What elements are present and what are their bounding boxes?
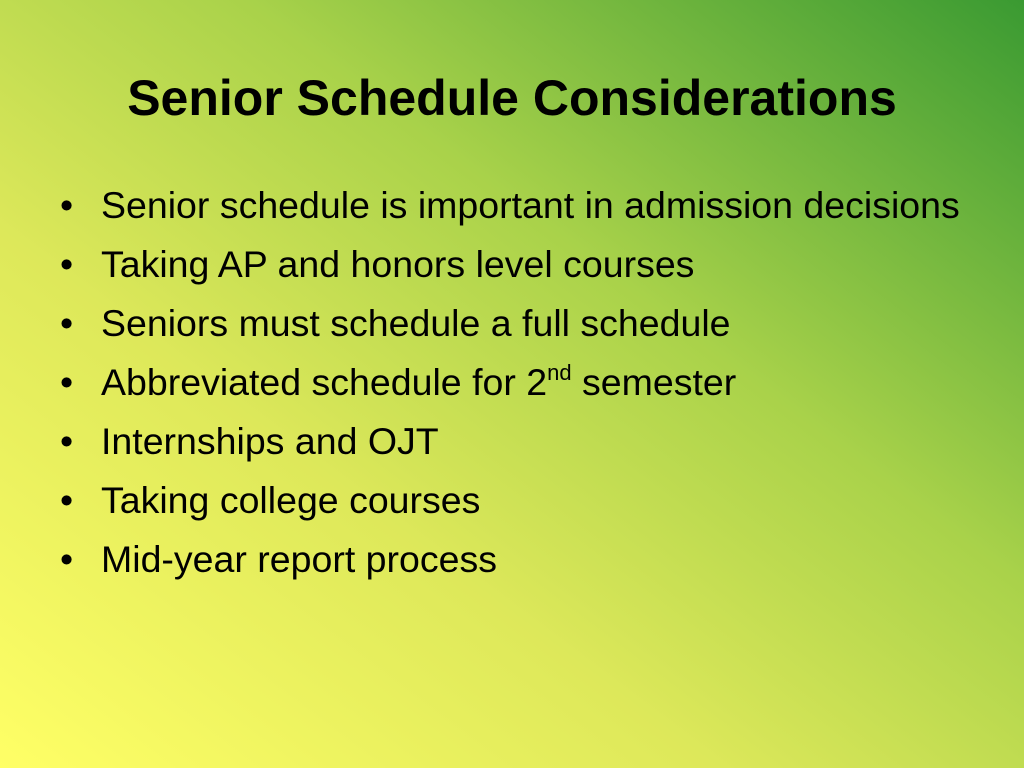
bullet-icon: • — [60, 538, 74, 580]
bullet-text: Internships and OJT — [101, 420, 439, 462]
bullet-icon: • — [60, 361, 74, 403]
bullet-icon: • — [60, 243, 74, 285]
bullet-item — [60, 242, 960, 287]
bullet-text-after: semester — [571, 361, 737, 403]
bullet-item — [60, 478, 960, 523]
bullet-text: Mid-year report process — [101, 538, 497, 580]
bullet-item — [60, 360, 960, 405]
bullet-text-before: Abbreviated schedule for 2 — [101, 361, 548, 403]
bullet-item — [60, 419, 960, 464]
bullet-superscript: nd — [547, 360, 572, 385]
bullet-text: Taking AP and honors level courses — [101, 243, 695, 285]
bullet-text: Senior schedule is important in admission decisions — [101, 184, 960, 226]
bullet-text: Taking college courses — [101, 479, 481, 521]
bullet-item — [60, 183, 960, 228]
bullet-icon: • — [60, 479, 74, 521]
bullet-icon: • — [60, 302, 74, 344]
bullet-icon: • — [60, 420, 74, 462]
bullet-item — [60, 301, 960, 346]
bullet-text: Seniors must schedule a full schedule — [101, 302, 731, 344]
bullet-icon: • — [60, 184, 74, 226]
bullet-list — [60, 183, 960, 596]
bullet-item — [60, 537, 960, 582]
slide-title: Senior Schedule Considerations — [127, 70, 897, 126]
